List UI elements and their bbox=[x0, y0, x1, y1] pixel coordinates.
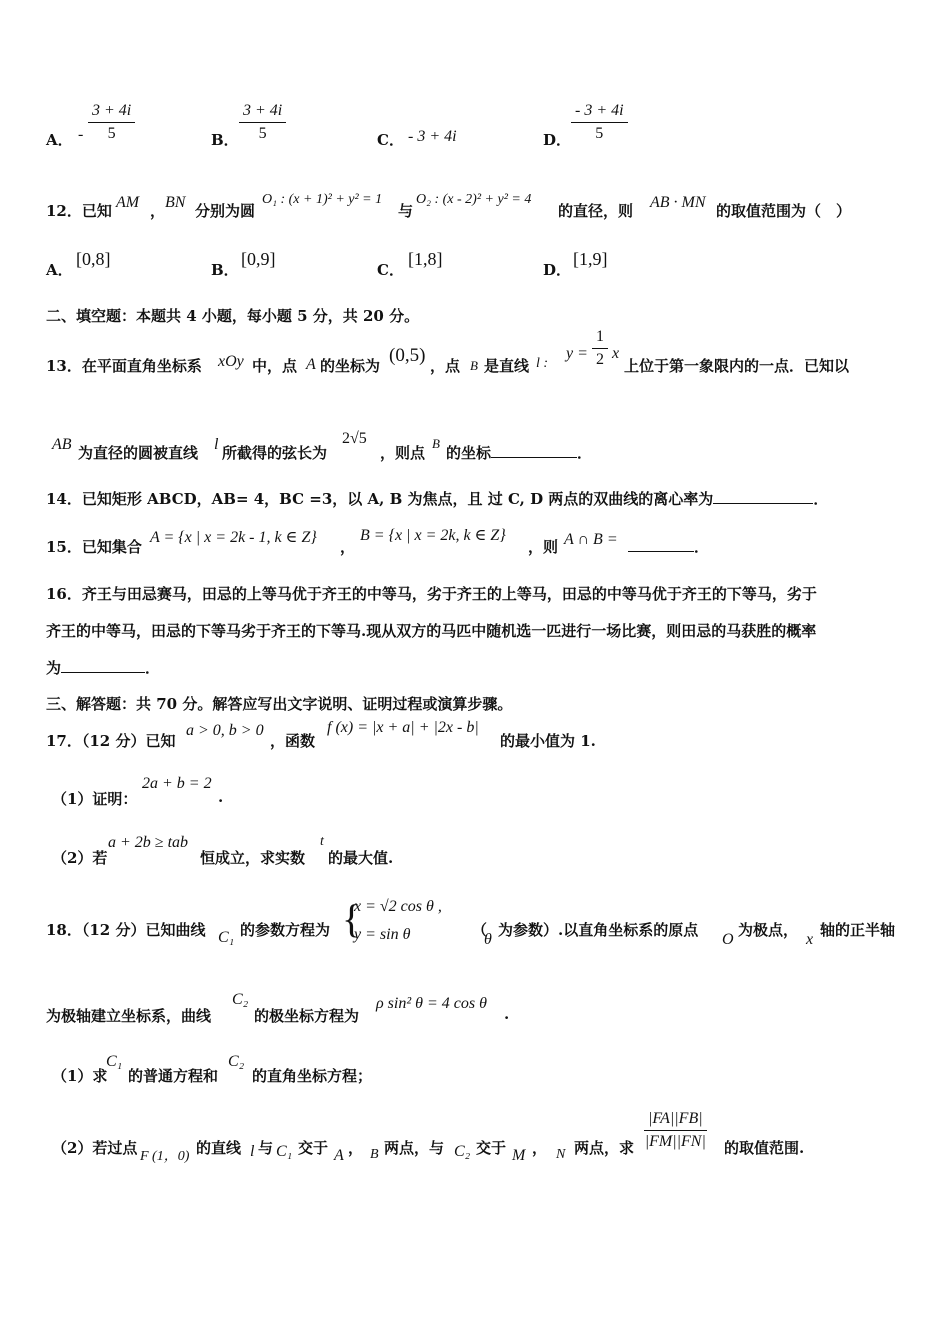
q18-text-b: 的参数方程为 bbox=[240, 921, 331, 939]
q12-option-d-label: D． bbox=[543, 261, 572, 279]
q11-option-a-den: 5 bbox=[107, 125, 116, 142]
q11-option-d-label: D． bbox=[543, 131, 572, 149]
q15-set-a: A = {x | x = 2k - 1, k ∈ Z} bbox=[150, 529, 317, 546]
q18-ratio-den: |FM||FN| bbox=[644, 1133, 706, 1150]
q13-slope-num: 1 bbox=[592, 328, 608, 349]
q11-option-c-label: C． bbox=[377, 131, 404, 149]
q12-option-c-value: [1,8] bbox=[408, 249, 443, 269]
q18-param-x: x = √2 cos θ , bbox=[354, 898, 442, 915]
q18-part1-label: （1）求 bbox=[52, 1067, 108, 1085]
q18-point-m: M bbox=[512, 1147, 526, 1164]
q18-part1-text-b: 的普通方程和 bbox=[128, 1067, 219, 1085]
q18-c2: C₂ bbox=[232, 991, 249, 1008]
q13-slope-den: 2 bbox=[596, 351, 604, 368]
q18-text-g: 的极坐标方程为 bbox=[254, 1007, 360, 1025]
q18-ratio-fraction bbox=[644, 1110, 707, 1151]
q16-answer-blank[interactable] bbox=[61, 658, 145, 673]
q12-text-c: 与 bbox=[398, 202, 414, 220]
q18-point-b: B bbox=[370, 1147, 379, 1162]
q11-option-c-value: - 3 + 4i bbox=[408, 128, 457, 145]
q12-option-d-value: [1,9] bbox=[573, 249, 608, 269]
q18-param-y: y = sin θ bbox=[354, 926, 411, 943]
q12-text-a: 12．已知 bbox=[46, 202, 112, 220]
q17-part2-label: （2）若 bbox=[52, 849, 108, 867]
q13-text-j-wrap bbox=[446, 442, 592, 463]
q11-option-a-sign: - bbox=[78, 126, 84, 143]
q15-intersection: A ∩ B = bbox=[564, 531, 618, 548]
q18-ratio-num: |FA||FB| bbox=[644, 1110, 707, 1131]
q18-part1-c1: C₁ bbox=[106, 1053, 123, 1070]
q12-comma: ， bbox=[150, 202, 166, 220]
q16-line-1: 16．齐王与田忌赛马，田忌的上等马优于齐王的中等马，劣于齐王的上等马，田忌的中等马优于齐王的下等马，劣于 bbox=[46, 585, 817, 603]
q13-text-h: 所截得的弦长为 bbox=[222, 444, 328, 462]
q13-chord-length: 2√5 bbox=[342, 430, 367, 447]
q14-answer-blank[interactable] bbox=[713, 489, 813, 504]
q13-text-d: ，点 bbox=[430, 357, 461, 375]
q18-part2-comma: ， bbox=[348, 1139, 364, 1157]
q12-text-d: 的直径，则 bbox=[558, 202, 634, 220]
q18-part2-comma2: ， bbox=[532, 1139, 548, 1157]
q12-circle-o2: O₂ : (x - 2)² + y² = 4 bbox=[416, 192, 532, 207]
q15-set-b: B = {x | x = 2k, k ∈ Z} bbox=[360, 527, 506, 544]
q17-part2-text-b: 恒成立，求实数 bbox=[200, 849, 306, 867]
q13-line-l2: l bbox=[214, 436, 219, 453]
q18-origin: O bbox=[722, 931, 734, 948]
q17-function: f (x) = |x + a| + |2x - b| bbox=[327, 719, 479, 736]
q18-x-axis: x bbox=[806, 931, 814, 948]
q12-dot-product: AB · MN bbox=[650, 194, 706, 211]
q18-paren: （ bbox=[472, 921, 488, 939]
q16-text: 为 bbox=[46, 659, 62, 677]
q18-part2-label: （2）若过点 bbox=[52, 1139, 138, 1157]
q13-text-c: 的坐标为 bbox=[320, 357, 381, 375]
q13-coordinate: (0,5) bbox=[389, 345, 426, 366]
q18-part2-text-g: 两点，求 bbox=[574, 1139, 635, 1157]
q18-part2-text-f: 交于 bbox=[476, 1139, 507, 1157]
q15-end: ． bbox=[694, 538, 710, 556]
q17-part2-text-c: 的最大值. bbox=[328, 849, 394, 867]
q13-answer-blank[interactable] bbox=[491, 443, 577, 458]
q18-part2-text-e: 两点，与 bbox=[384, 1139, 445, 1157]
q11-option-b-fraction bbox=[239, 102, 286, 143]
q11-option-b-num: 3 + 4i bbox=[239, 102, 286, 123]
section-3-heading: 三、解答题：共 70 分。解答应写出文字说明、证明过程或演算步骤。 bbox=[46, 695, 513, 713]
q18-part2-text-d: 交于 bbox=[298, 1139, 329, 1157]
q12-text-e: 的取值范围为（ ） bbox=[716, 202, 852, 220]
q18-text-e: 轴的正半轴 bbox=[820, 921, 896, 939]
q18-theta: θ bbox=[484, 931, 492, 948]
q15-comma: ， bbox=[340, 538, 356, 556]
q12-text-b: 分别为圆 bbox=[195, 202, 256, 220]
q13-text-e: 是直线 bbox=[484, 357, 530, 375]
q17-part2-t: t bbox=[320, 834, 324, 849]
q13-slope-fraction bbox=[592, 328, 608, 369]
q11-option-d-den: 5 bbox=[595, 125, 604, 142]
q13-x: x bbox=[612, 345, 620, 362]
q18-text-d: 为极点， bbox=[738, 921, 799, 939]
q12-option-a-value: [0,8] bbox=[76, 249, 111, 269]
q13-end: ． bbox=[577, 444, 593, 462]
q18-line-l: l bbox=[250, 1143, 255, 1160]
q18-part2-text-c: 与 bbox=[258, 1139, 274, 1157]
q18-point-a: A bbox=[334, 1147, 344, 1164]
q13-line-l: l : bbox=[536, 356, 549, 371]
q18-point-f: F (1，0) bbox=[140, 1149, 190, 1164]
q11-option-b-label: B． bbox=[211, 131, 239, 149]
q13-text-j: 的坐标 bbox=[446, 444, 492, 462]
q15-answer-blank[interactable] bbox=[628, 537, 694, 552]
q18-part2-c2: C₂ bbox=[454, 1143, 471, 1160]
q13-text-f: 上位于第一象限内的一点．已知以 bbox=[624, 357, 850, 375]
q18-part1-c2: C₂ bbox=[228, 1053, 245, 1070]
q15-text-a: 15．已知集合 bbox=[46, 538, 142, 556]
q12-circle-o1: O₁ : (x + 1)² + y² = 1 bbox=[262, 192, 383, 207]
q18-part1-text-c: 的直角坐标方程； bbox=[252, 1067, 373, 1085]
q13-point-b2: B bbox=[432, 436, 440, 451]
q17-part1-equation: 2a + b = 2 bbox=[142, 775, 212, 792]
q16-end: ． bbox=[145, 659, 161, 677]
q11-option-b-den: 5 bbox=[258, 125, 267, 142]
q12-option-c-label: C． bbox=[377, 261, 404, 279]
q18-part2-c1: C₁ bbox=[276, 1143, 293, 1160]
q11-option-d-fraction bbox=[571, 102, 628, 143]
q14-end: ． bbox=[813, 490, 829, 508]
q13-text-b: 中，点 bbox=[252, 357, 298, 375]
q18-text-f: 为极轴建立坐标系，曲线 bbox=[46, 1007, 212, 1025]
q12-am: AM bbox=[116, 194, 140, 211]
q16-line-3 bbox=[46, 657, 950, 678]
q13-text-g: 为直径的圆被直线 bbox=[78, 444, 199, 462]
q18-point-n: N bbox=[556, 1147, 566, 1162]
q12-option-a-label: A． bbox=[46, 261, 73, 279]
q13-xoy: xOy bbox=[218, 353, 244, 370]
q18-text-g-end: . bbox=[504, 1005, 510, 1023]
q15-blank-wrap bbox=[628, 536, 709, 557]
q17-condition: a > 0, b > 0 bbox=[186, 722, 264, 739]
q12-bn: BN bbox=[165, 194, 186, 211]
q17-part1-end: . bbox=[218, 788, 224, 806]
q18-part2-text-h: 的取值范围. bbox=[724, 1139, 805, 1157]
q16-line-2: 齐王的中等马，田忌的下等马劣于齐王的下等马.现从双方的马匹中随机选一匹进行一场比赛，则田忌的马获胜的概率 bbox=[46, 622, 817, 640]
q17-text-b: ，函数 bbox=[270, 732, 316, 750]
q18-text-a: 18．（12 分）已知曲线 bbox=[46, 921, 206, 939]
q11-option-a-fraction bbox=[88, 102, 135, 143]
q12-option-b-label: B． bbox=[211, 261, 239, 279]
section-2-heading: 二、填空题：本题共 4 小题，每小题 5 分，共 20 分。 bbox=[46, 307, 420, 325]
q13-text-i: ，则点 bbox=[380, 444, 426, 462]
q13-y-equals: y = bbox=[566, 345, 588, 362]
q14-line bbox=[46, 488, 950, 509]
q17-part1-label: （1）证明： bbox=[52, 790, 138, 808]
q13-point-b: B bbox=[470, 358, 478, 373]
q17-part2-inequality: a + 2b ≥ tab bbox=[108, 834, 189, 851]
q11-option-a-label: A． bbox=[46, 131, 73, 149]
q13-ab: AB bbox=[52, 436, 72, 453]
q18-text-c: 为参数）.以直角坐标系的原点 bbox=[498, 921, 699, 939]
q13-text-a: 13．在平面直角坐标系 bbox=[46, 357, 202, 375]
q18-part2-text-b: 的直线 bbox=[196, 1139, 242, 1157]
q12-option-b-value: [0,9] bbox=[241, 249, 276, 269]
q14-text: 14．已知矩形 ABCD，AB= 4，BC =3，以 A, B 为焦点，且 过 C, D 两点的双曲线的离心率为 bbox=[46, 490, 714, 508]
q18-c1: C₁ bbox=[218, 929, 235, 946]
q11-option-d-num: - 3 + 4i bbox=[571, 102, 628, 123]
q18-brace: { bbox=[342, 896, 362, 941]
q11-option-a-num: 3 + 4i bbox=[88, 102, 135, 123]
q17-text-a: 17．（12 分）已知 bbox=[46, 732, 176, 750]
q18-polar-equation: ρ sin² θ = 4 cos θ bbox=[376, 995, 487, 1012]
q13-point-a: A bbox=[306, 356, 316, 373]
q17-text-c: 的最小值为 1. bbox=[500, 732, 596, 750]
q15-text-b: ，则 bbox=[528, 538, 559, 556]
